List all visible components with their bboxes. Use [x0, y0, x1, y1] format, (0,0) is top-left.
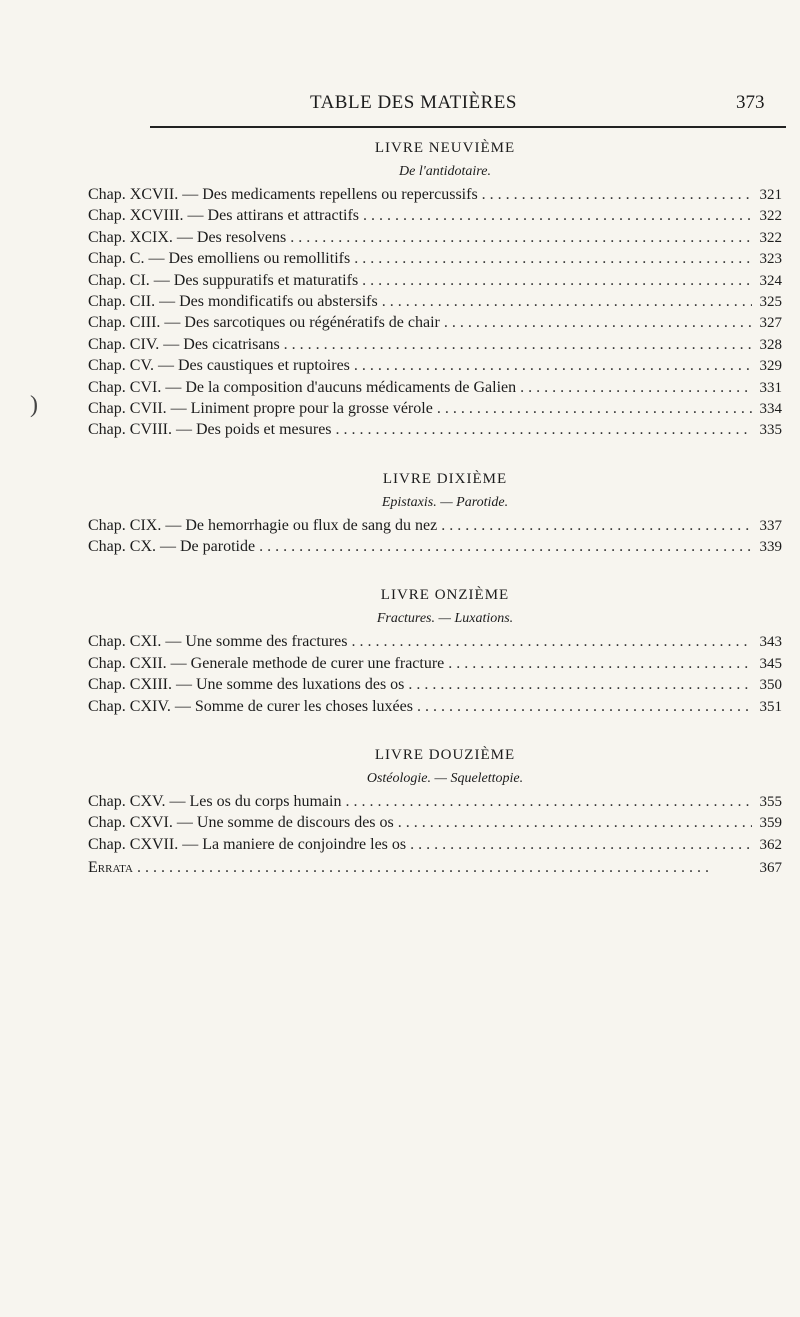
leader-dots — [520, 379, 752, 397]
leader-dots — [137, 859, 752, 877]
chapter-title: Chap. CX. — De parotide — [88, 538, 256, 556]
leader-dots — [482, 186, 752, 204]
chapter-title: Chap. CXIII. — Une somme des luxations des os — [88, 676, 405, 694]
chapter-title: Chap. CXI. — Une somme des fractures — [88, 633, 348, 651]
chapter-page-number: 331 — [759, 379, 782, 396]
livre-subtitle: Ostéologie. — Squelettopie. — [366, 771, 524, 787]
chapter-title: Chap. CIX. — De hemorrhagie ou flux de sang du nez — [88, 516, 438, 534]
leader-dots — [362, 272, 752, 290]
chapter-title: Chap. CVII. — Liniment propre pour la grosse vérole — [88, 399, 433, 417]
leader-dots — [345, 793, 752, 811]
chapter-page-number: 324 — [759, 272, 782, 289]
chapter-title: Chap. CIII. — Des sarcotiques ou régénératifs de chair — [88, 314, 440, 332]
livre-section — [88, 469, 782, 560]
leader-dots — [382, 293, 752, 311]
chapter-page-number: 325 — [759, 293, 782, 310]
toc-entry — [88, 336, 782, 357]
chapter-title: Chap. CI. — Des suppuratifs et maturatifs — [88, 271, 359, 289]
toc-entry — [88, 229, 782, 250]
toc-entry — [88, 186, 782, 207]
leader-dots — [290, 229, 752, 247]
toc-entry — [88, 814, 782, 835]
toc-entry — [88, 676, 782, 697]
errata-page-number: 367 — [759, 860, 782, 877]
chapter-page-number: 335 — [759, 422, 782, 439]
toc-entry — [88, 314, 782, 335]
toc-entry — [88, 293, 782, 314]
chapter-page-number: 329 — [759, 358, 782, 375]
leader-dots — [441, 517, 752, 535]
leader-dots — [284, 336, 752, 354]
chapter-page-number: 359 — [759, 815, 782, 832]
margin-mark: ) — [30, 392, 38, 418]
chapter-page-number: 321 — [759, 187, 782, 203]
chapter-title: Chap. CXV. — Les os du corps humain — [88, 793, 342, 811]
leader-dots — [408, 676, 752, 694]
chapter-title: Chap. CV. — Des caustiques et ruptoires — [88, 357, 350, 375]
livre-subtitle: Epistaxis. — Parotide. — [381, 494, 509, 510]
chapter-title: Chap. CII. — Des mondificatifs ou abstersifs — [88, 292, 378, 310]
livre-subtitle: De l'antidotaire. — [399, 164, 491, 179]
chapter-title: Chap. CXIV. — Somme de curer les choses luxées — [88, 697, 413, 715]
chapter-page-number: 322 — [759, 229, 782, 246]
leader-dots — [259, 538, 752, 556]
livre-heading: LIVRE DOUZIÈME — [374, 747, 516, 764]
chapter-page-number: 328 — [759, 336, 782, 353]
running-title: TABLE DES MATIÈRES — [310, 92, 517, 113]
chapter-title: Chap. CVI. — De la composition d'aucuns médicaments de Galien — [88, 378, 517, 396]
toc-entry — [88, 400, 782, 421]
leader-dots — [410, 836, 752, 854]
leader-dots — [444, 314, 752, 332]
chapter-title: Chap. C. — Des emolliens ou remollitifs — [88, 250, 351, 268]
leader-dots — [398, 814, 752, 832]
livre-heading: LIVRE ONZIÈME — [380, 587, 510, 604]
chapter-title: Chap. XCVIII. — Des attirans et attractifs — [88, 207, 360, 225]
leader-dots — [354, 357, 752, 375]
chapter-title: Chap. XCIX. — Des resolvens — [88, 228, 287, 246]
chapter-page-number: 334 — [759, 400, 782, 417]
leader-dots — [437, 400, 752, 418]
leader-dots — [336, 421, 752, 439]
chapter-page-number: 339 — [759, 539, 782, 556]
livre-heading: LIVRE DIXIÈME — [382, 470, 508, 487]
toc-entry — [88, 379, 782, 400]
chapter-title: Chap. CXII. — Generale methode de curer une fracture — [88, 654, 445, 672]
chapter-page-number: 345 — [759, 655, 782, 672]
toc-entry — [88, 538, 782, 559]
chapter-title: Chap. CXVII. — La maniere de conjoindre les os — [88, 835, 407, 853]
livre-heading: LIVRE NEUVIÈME — [374, 140, 516, 156]
toc-entry — [88, 421, 782, 442]
toc-entry — [88, 633, 782, 654]
chapter-page-number: 323 — [759, 251, 782, 268]
chapter-title: Chap. CIV. — Des cicatrisans — [88, 335, 280, 353]
chapter-page-number: 343 — [759, 634, 782, 651]
chapter-title: Chap. CVIII. — Des poids et mesures — [88, 421, 332, 439]
header-rule — [150, 126, 786, 128]
toc-entry — [88, 698, 782, 719]
page-header — [0, 92, 800, 122]
toc-entry — [88, 250, 782, 271]
table-of-contents — [88, 138, 782, 881]
toc-entry — [88, 207, 782, 228]
chapter-page-number: 350 — [759, 677, 782, 694]
leader-dots — [352, 633, 753, 651]
leader-dots — [354, 250, 752, 268]
toc-entry — [88, 655, 782, 676]
page-number: 373 — [736, 92, 765, 113]
toc-entry — [88, 517, 782, 538]
toc-entry — [88, 272, 782, 293]
toc-entry — [88, 357, 782, 378]
livre-subtitle: Fractures. — Luxations. — [376, 611, 514, 627]
chapter-page-number: 362 — [759, 836, 782, 853]
leader-dots — [448, 655, 752, 673]
toc-entry — [88, 836, 782, 857]
errata-label: Errata — [88, 859, 133, 877]
chapter-page-number: 327 — [759, 315, 782, 332]
chapter-page-number: 355 — [759, 794, 782, 811]
livre-section — [88, 745, 782, 857]
chapter-page-number: 322 — [759, 208, 782, 225]
leader-dots — [417, 698, 752, 716]
livre-section — [88, 138, 782, 443]
errata-entry — [88, 859, 782, 880]
toc-entry — [88, 793, 782, 814]
livre-section — [88, 585, 782, 719]
leader-dots — [363, 207, 752, 225]
chapter-title: Chap. XCVII. — Des medicaments repellens ou repercussifs — [88, 186, 478, 203]
chapter-page-number: 351 — [759, 698, 782, 715]
chapter-page-number: 337 — [759, 517, 782, 534]
chapter-title: Chap. CXVI. — Une somme de discours des os — [88, 814, 394, 832]
